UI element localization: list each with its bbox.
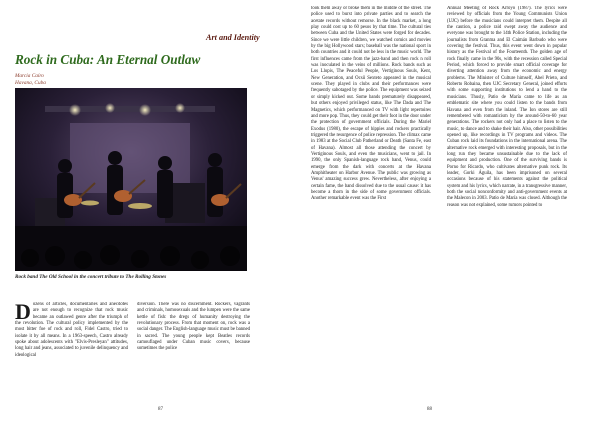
drop-cap: D [15, 302, 31, 324]
intro-paragraph-2: diversion. There was no discernment. Rockers, vagrants and criminals, homosexuals and the lumpen were the same kettle of fish: the dregs of humanity destroying the revolutionary process. From that moment on, rock was a social danger. The English-language music must be banned in sacred. The young people kept Beatles records camouflaged under Cuban music covers, because sometimes the police [137, 302, 250, 352]
author-location: Havana, Cuba [15, 80, 46, 86]
byline [15, 73, 46, 87]
photo-caption: Rock band The Old School in the concert tribute to The Rolling Stones [15, 274, 167, 280]
page-number-right: 88 [427, 407, 432, 412]
article-intro [15, 302, 250, 422]
page-number-left: 87 [158, 407, 163, 412]
section-label: Art and Identity [206, 33, 260, 42]
article-column-2 [447, 6, 567, 406]
intro-paragraph-1: ozens of articles, documentaries and anecdotes are not enough to recognize that rock music became an outlawed genre after the triumph of the revolution. The cultural policy implemented by the most bitter foe of rock and roll, Fidel Castro, tried to isolate it by all means. In a 1963-speech, Castro already spoke about adolescents with "Elvis-Presleyan" attitudes, long hair and jeans, associated to juvenile delinquency and ideological [15, 302, 128, 358]
article-column-1 [311, 6, 431, 406]
author-name: Marcia Caíro [15, 73, 44, 79]
column-1-text: took them away or broke them in the middle of the street. The police used to burst into private parties and to search the acetate records without remorse. In the black market, a long play could cost up to 60 pesos by that time. The cultural ties between Cuba and the United States were forged for decades. Since we were little children, we watched comics and movies by the big Hollywood stars; baseball was the national sport in both countries and it could not be less in the music world. The first influences came from the jazz-band and then rock n roll was inoculated in the veins of millions. Rock bands such as Los Llopis, The Peaceful People, Vertiginous Souls, Kent, New Generation, and Ocsii Sexteto appeared in the musical scene. They played in clubs and their performances were frequently sabotaged by the police. The equipment was seized or simply kicked out. Some bands prematurely disappeared, but others enjoyed privileged status, like The Dada and The Magnetics, which performanced on TV with light repertoires and more pop. Thus, they could get their foot in the door under the protection of government officials. During the Mariel Exodus (1980), the escape of hippies and rockers practically triggered the resurgence of police repression. The climax came in 1983 at the Social Club Patherland or Death (Santa Fe, east of Havana). Almost all those attending the concert by Vertiginous Souls, and even the musicians, went to jail. In 1990, the only Spanish-language rock band, Venus, could emerge from the dark with concerts at the Havana Amphitheater on Harbor Avenue. The public was growing as Venus' amazing success grew. Nevertheless, after enjoying a certain fame, the band dissolved due to the usual cause: it has become a thorn in the side of some government officials. Another remarkable event was the First [311, 6, 431, 202]
article-title: Rock in Cuba: An Eternal Outlaw [15, 52, 201, 67]
column-2-text: Annual Meeting of Rock Arroyo (1987). The lyrics were reviewed by officials from the Young Communists Union (UJC) before the musicians could interpret them. Despite all the caution, a police raid swept away the audience and everyone was brought to the 14th Police Station, including the journalists from Granma and El Caimán Barbudo who were covering the festival. Thus, this event went down in popular history as the Festival of the Fourteenth. The golden age of rock finally came in the 90s, with the recession called Special Period, which forced to provide smart official coverage for diverting attention away from the economic and energy problems. The Minister of Culture himself, Abel Prieto, and Roberto Robaina, then UJC Secretary General, joined efforts with some supporting institutions to lend a hand to the musicians. Thusly, Patio de María came to life as an emblematic site where you could listen to the bands from Havana and even from the inland. The Ion stores are still remembered with romanticism by the around-50-to-60 year generations. The rockers not only had a place to listen to the music, to dance and to shake their hair. Also, other possibilities opened up, like recordings in TV programs and videos. The Cuban rock laid its foundations in the international arena. The alternative rock emerged with interesting proposals, but in the long run they became unsustainable due to the lack of equipment and production. One of the surviving bands is Porno for Ricardo, who cultivates alternative punk rock. Its leader, Gorki Águila, has been imprisoned on several occasions because of his statements against the political system and his lyrics, which narrate, in a transgressive manner, both the social nonconformity and anti-government events at the Malecon in 2003. Patio de María was closed. Although the reason was not explained, some rumors pointed to [447, 6, 567, 208]
concert-photo [15, 88, 247, 271]
